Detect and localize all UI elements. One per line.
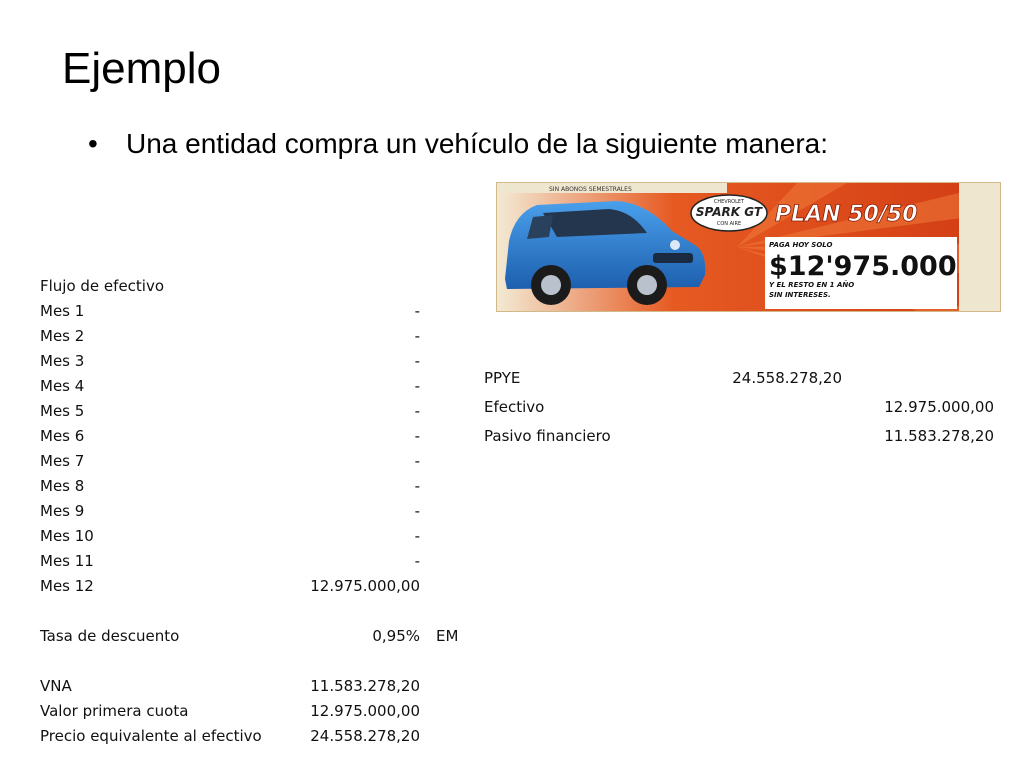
month-row xyxy=(40,524,470,549)
ad-pay-today: PAGA HOY SOLO xyxy=(769,241,833,249)
result-row xyxy=(40,674,470,699)
ad-rest-line2: SIN INTERESES. xyxy=(769,291,831,299)
result-value: 24.558.278,20 xyxy=(310,727,420,745)
journal-account: PPYE xyxy=(484,369,521,387)
month-value: - xyxy=(414,352,420,370)
month-value: - xyxy=(414,327,420,345)
cashflow-header-row xyxy=(40,274,470,299)
month-value: 12.975.000,00 xyxy=(310,577,420,595)
cashflow-header: Flujo de efectivo xyxy=(40,277,165,295)
result-label: Valor primera cuota xyxy=(40,702,189,720)
month-row xyxy=(40,474,470,499)
month-label: Mes 5 xyxy=(40,402,85,420)
slide-title: Ejemplo xyxy=(62,44,221,93)
journal-account: Efectivo xyxy=(484,398,545,416)
month-row xyxy=(40,574,470,599)
month-row xyxy=(40,499,470,524)
ad-model: SPARK GT xyxy=(695,205,763,219)
month-label: Mes 4 xyxy=(40,377,85,395)
month-row xyxy=(40,449,470,474)
month-label: Mes 7 xyxy=(40,452,85,470)
journal-credit: 11.583.278,20 xyxy=(884,427,994,445)
bullet-dot: • xyxy=(88,128,98,159)
journal-entry-table xyxy=(484,364,996,451)
bullet-text: Una entidad compra un vehículo de la siguiente manera: xyxy=(126,128,828,159)
car-ad-graphic xyxy=(497,183,1000,311)
result-row xyxy=(40,724,470,749)
month-label: Mes 11 xyxy=(40,552,94,570)
month-value: - xyxy=(414,552,420,570)
result-value: 12.975.000,00 xyxy=(310,702,420,720)
ad-rest-line1: Y EL RESTO EN 1 AÑO xyxy=(769,281,855,289)
month-value: - xyxy=(414,427,420,445)
month-row xyxy=(40,349,470,374)
month-label: Mes 10 xyxy=(40,527,94,545)
ad-model-sub: CON AIRE xyxy=(716,221,742,227)
discount-rate-unit: EM xyxy=(436,627,459,645)
month-label: Mes 6 xyxy=(40,427,85,445)
journal-row xyxy=(484,393,996,422)
bullet-item xyxy=(88,126,868,162)
month-value: - xyxy=(414,402,420,420)
journal-credit: 12.975.000,00 xyxy=(884,398,994,416)
month-row xyxy=(40,324,470,349)
journal-row xyxy=(484,422,996,451)
discount-rate-row xyxy=(40,624,470,649)
month-value: - xyxy=(414,452,420,470)
month-row xyxy=(40,549,470,574)
month-value: - xyxy=(414,377,420,395)
month-row xyxy=(40,374,470,399)
discount-rate-label: Tasa de descuento xyxy=(40,627,180,645)
journal-account: Pasivo financiero xyxy=(484,427,611,445)
model-badge xyxy=(691,195,767,231)
ad-brand: CHEVROLET xyxy=(713,199,745,205)
month-label: Mes 3 xyxy=(40,352,85,370)
result-row xyxy=(40,699,470,724)
result-label: Precio equivalente al efectivo xyxy=(40,727,262,745)
month-row xyxy=(40,299,470,324)
journal-row xyxy=(484,364,996,393)
month-label: Mes 8 xyxy=(40,477,85,495)
month-value: - xyxy=(414,527,420,545)
ad-top-strip: SIN ABONOS SEMESTRALES xyxy=(549,186,632,193)
month-value: - xyxy=(414,502,420,520)
ad-plan: PLAN 50/50 xyxy=(775,202,918,227)
car-advertisement xyxy=(496,182,1001,312)
result-label: VNA xyxy=(40,677,72,695)
month-label: Mes 12 xyxy=(40,577,94,595)
ad-price: $12'975.000 xyxy=(769,251,957,282)
month-value: - xyxy=(414,302,420,320)
month-value: - xyxy=(414,477,420,495)
month-row xyxy=(40,399,470,424)
month-row xyxy=(40,424,470,449)
month-label: Mes 2 xyxy=(40,327,85,345)
month-label: Mes 9 xyxy=(40,502,85,520)
discount-rate-value: 0,95% xyxy=(372,627,420,645)
result-value: 11.583.278,20 xyxy=(310,677,420,695)
cashflow-table xyxy=(40,274,470,749)
journal-debit: 24.558.278,20 xyxy=(732,369,842,387)
month-label: Mes 1 xyxy=(40,302,85,320)
